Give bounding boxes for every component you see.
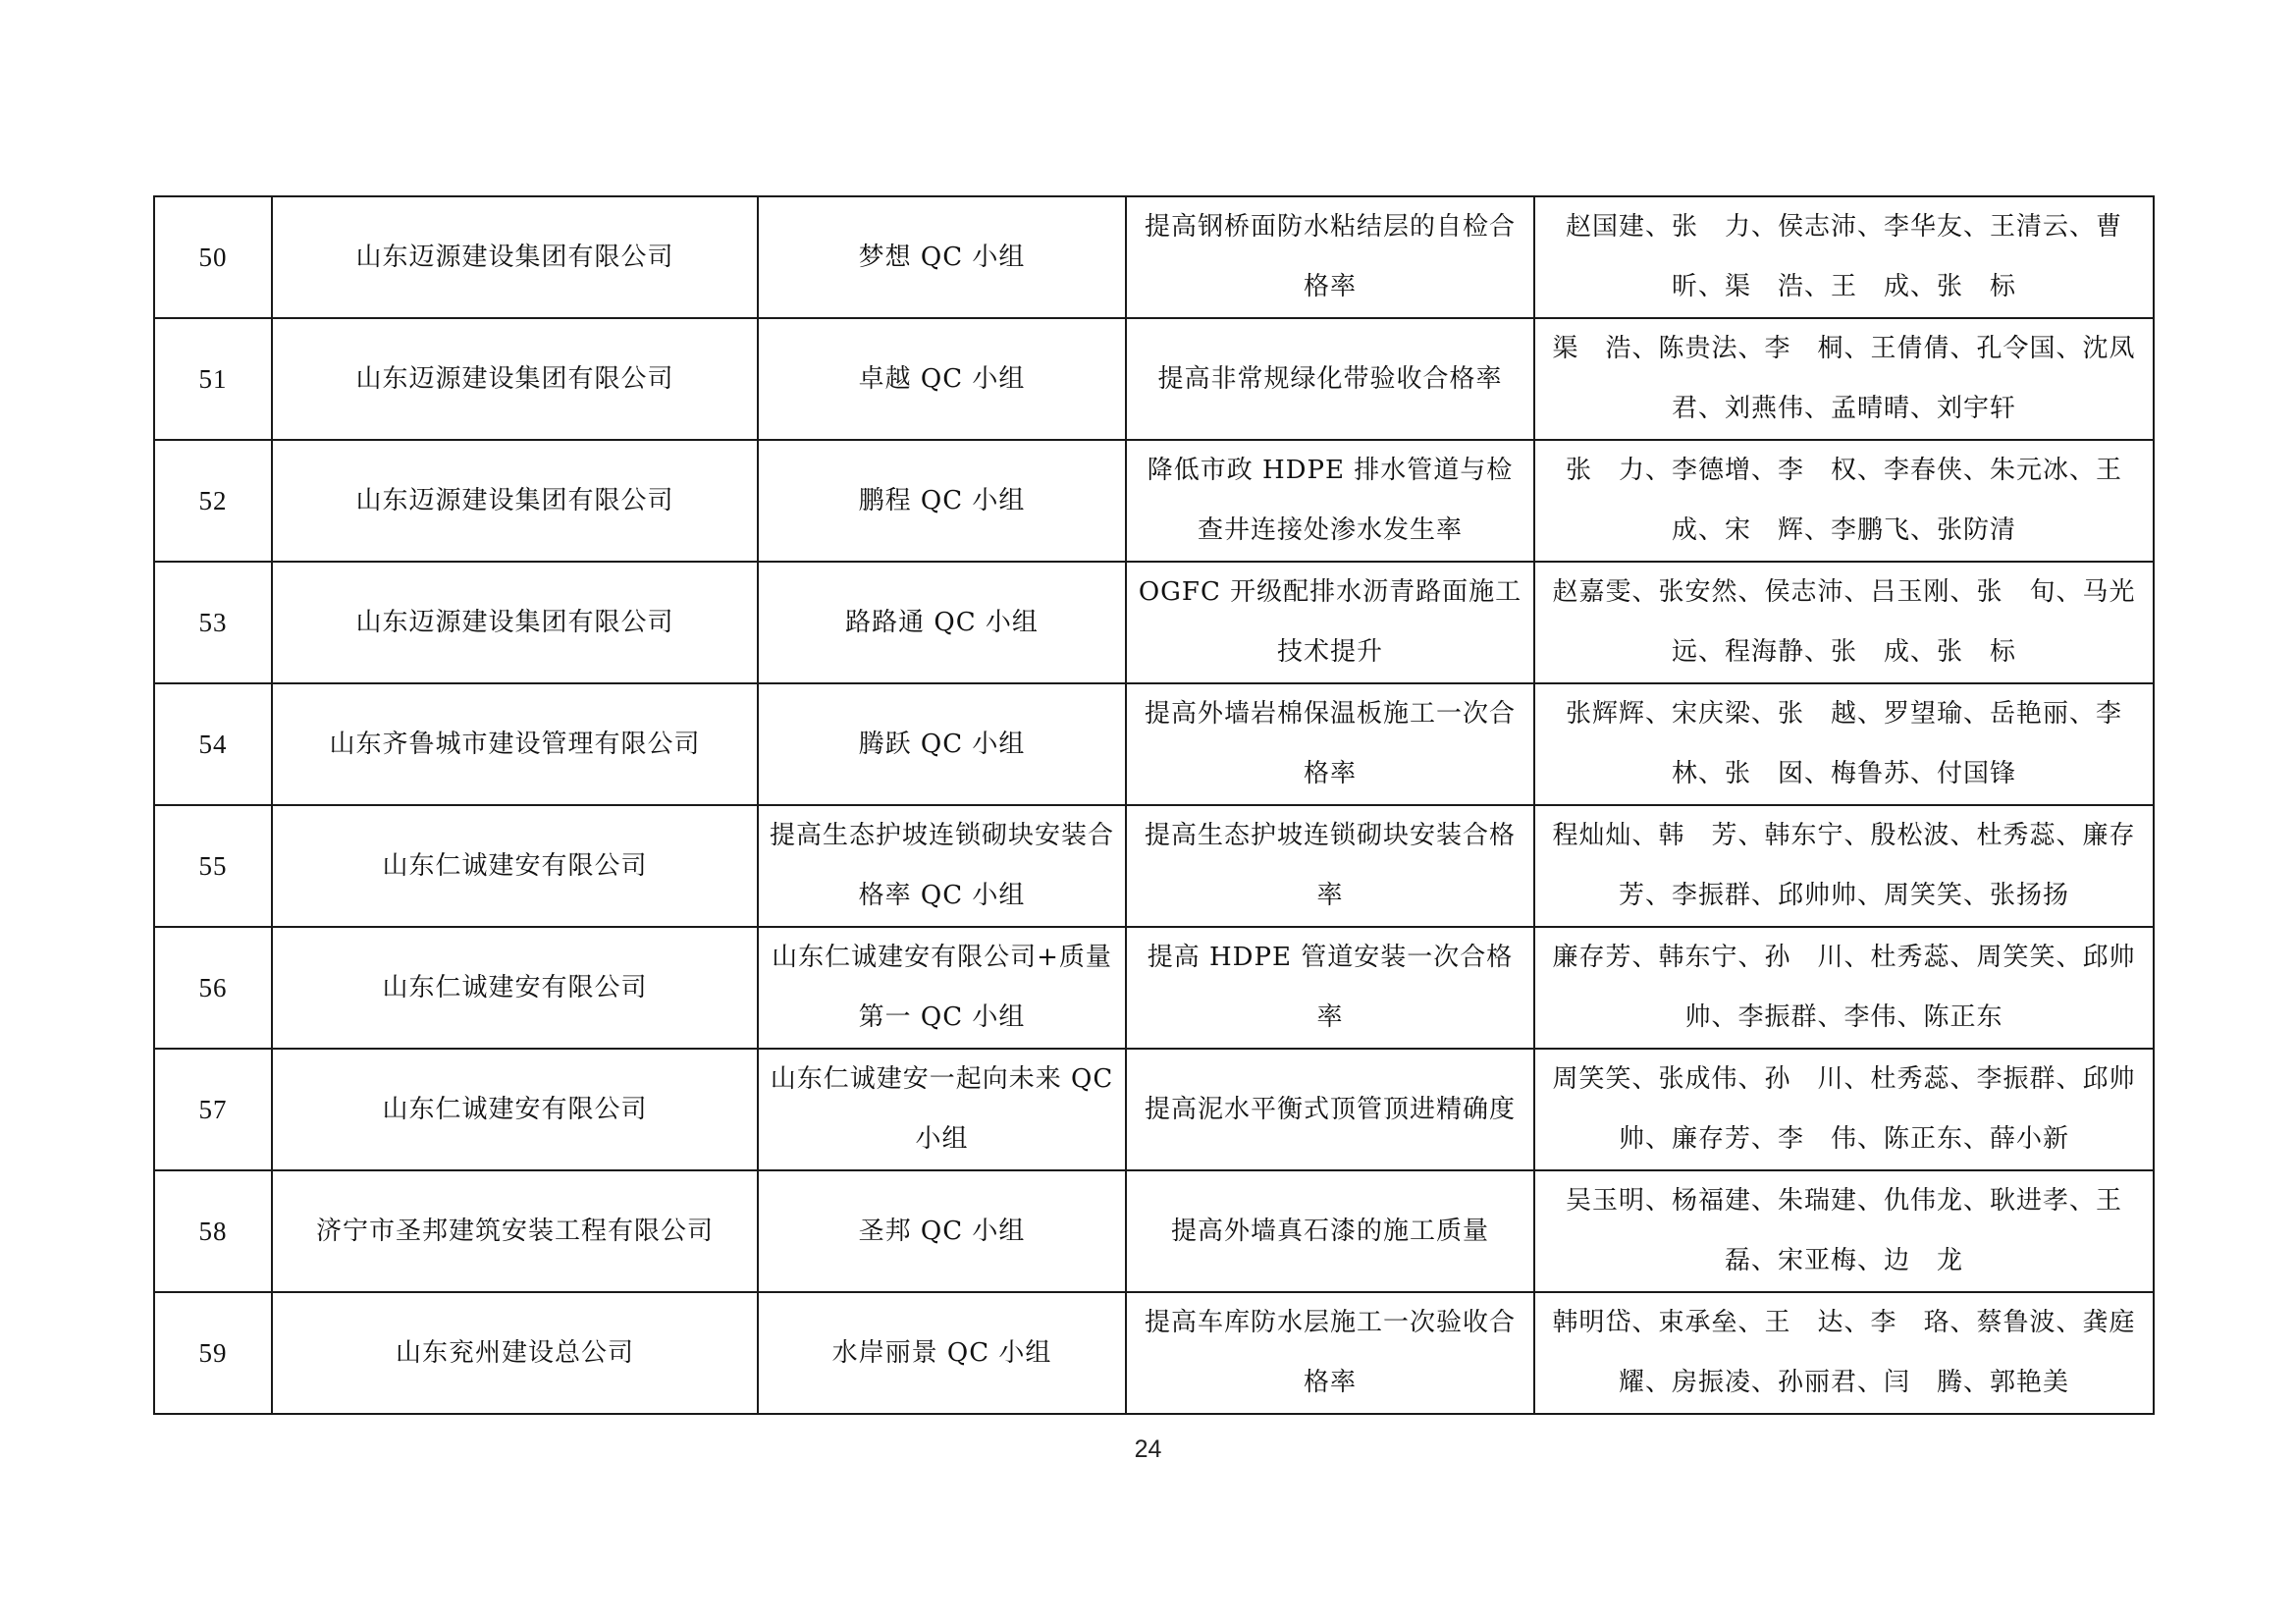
table-row [154, 1049, 2154, 1170]
row-number: 57 [154, 1049, 272, 1170]
member-list: 韩明岱、束承垒、王 达、李 珞、蔡鲁波、龚庭耀、房振凌、孙丽君、闫 腾、郭艳美 [1534, 1292, 2154, 1414]
member-list: 廉存芳、韩东宁、孙 川、杜秀蕊、周笑笑、邱帅帅、李振群、李伟、陈正东 [1534, 927, 2154, 1049]
table-row [154, 1292, 2154, 1414]
topic-title: OGFC 开级配排水沥青路面施工技术提升 [1126, 562, 1534, 683]
table-row [154, 1170, 2154, 1292]
row-number: 56 [154, 927, 272, 1049]
unit-name: 山东迈源建设集团有限公司 [272, 196, 758, 318]
group-name: 梦想 QC 小组 [758, 196, 1126, 318]
group-name: 卓越 QC 小组 [758, 318, 1126, 440]
unit-name: 山东迈源建设集团有限公司 [272, 562, 758, 683]
unit-name: 山东仁诚建安有限公司 [272, 805, 758, 927]
unit-name: 济宁市圣邦建筑安装工程有限公司 [272, 1170, 758, 1292]
group-name: 水岸丽景 QC 小组 [758, 1292, 1126, 1414]
topic-title: 提高泥水平衡式顶管顶进精确度 [1126, 1049, 1534, 1170]
table-row [154, 562, 2154, 683]
page-number: 24 [1134, 1435, 1162, 1463]
group-name: 鹏程 QC 小组 [758, 440, 1126, 562]
member-list: 张辉辉、宋庆梁、张 越、罗望瑜、岳艳丽、李 林、张 囡、梅鲁苏、付国锋 [1534, 683, 2154, 805]
topic-title: 提高外墙真石漆的施工质量 [1126, 1170, 1534, 1292]
unit-name: 山东迈源建设集团有限公司 [272, 318, 758, 440]
unit-name: 山东兖州建设总公司 [272, 1292, 758, 1414]
row-number: 52 [154, 440, 272, 562]
topic-title: 降低市政 HDPE 排水管道与检查井连接处渗水发生率 [1126, 440, 1534, 562]
table-row [154, 683, 2154, 805]
row-number: 58 [154, 1170, 272, 1292]
topic-title: 提高外墙岩棉保温板施工一次合格率 [1126, 683, 1534, 805]
unit-name: 山东迈源建设集团有限公司 [272, 440, 758, 562]
row-number: 53 [154, 562, 272, 683]
topic-title: 提高生态护坡连锁砌块安装合格率 [1126, 805, 1534, 927]
member-list: 张 力、李德增、李 权、李春侠、朱元冰、王 成、宋 辉、李鹏飞、张防清 [1534, 440, 2154, 562]
group-name: 路路通 QC 小组 [758, 562, 1126, 683]
topic-title: 提高 HDPE 管道安装一次合格率 [1126, 927, 1534, 1049]
row-number: 59 [154, 1292, 272, 1414]
table-row [154, 805, 2154, 927]
topic-title: 提高车库防水层施工一次验收合格率 [1126, 1292, 1534, 1414]
member-list: 赵国建、张 力、侯志沛、李华友、王清云、曹 昕、渠 浩、王 成、张 标 [1534, 196, 2154, 318]
group-name: 山东仁诚建安有限公司+质量第一 QC 小组 [758, 927, 1126, 1049]
unit-name: 山东仁诚建安有限公司 [272, 927, 758, 1049]
row-number: 55 [154, 805, 272, 927]
group-name: 腾跃 QC 小组 [758, 683, 1126, 805]
row-number: 54 [154, 683, 272, 805]
row-number: 50 [154, 196, 272, 318]
topic-title: 提高钢桥面防水粘结层的自检合格率 [1126, 196, 1534, 318]
member-list: 周笑笑、张成伟、孙 川、杜秀蕊、李振群、邱帅帅、廉存芳、李 伟、陈正东、薛小新 [1534, 1049, 2154, 1170]
unit-name: 山东仁诚建安有限公司 [272, 1049, 758, 1170]
table-row [154, 318, 2154, 440]
row-number: 51 [154, 318, 272, 440]
unit-name: 山东齐鲁城市建设管理有限公司 [272, 683, 758, 805]
group-name: 圣邦 QC 小组 [758, 1170, 1126, 1292]
table-row [154, 927, 2154, 1049]
topic-title: 提高非常规绿化带验收合格率 [1126, 318, 1534, 440]
member-list: 赵嘉雯、张安然、侯志沛、吕玉刚、张 旬、马光远、程海静、张 成、张 标 [1534, 562, 2154, 683]
table-row [154, 440, 2154, 562]
member-list: 程灿灿、韩 芳、韩东宁、殷松波、杜秀蕊、廉存芳、李振群、邱帅帅、周笑笑、张扬扬 [1534, 805, 2154, 927]
member-list: 吴玉明、杨福建、朱瑞建、仇伟龙、耿进孝、王 磊、宋亚梅、边 龙 [1534, 1170, 2154, 1292]
qc-awards-table [153, 195, 2155, 1415]
group-name: 提高生态护坡连锁砌块安装合格率 QC 小组 [758, 805, 1126, 927]
table-row [154, 196, 2154, 318]
member-list: 渠 浩、陈贵法、李 桐、王倩倩、孔令国、沈凤君、刘燕伟、孟晴晴、刘宇轩 [1534, 318, 2154, 440]
group-name: 山东仁诚建安一起向未来 QC 小组 [758, 1049, 1126, 1170]
